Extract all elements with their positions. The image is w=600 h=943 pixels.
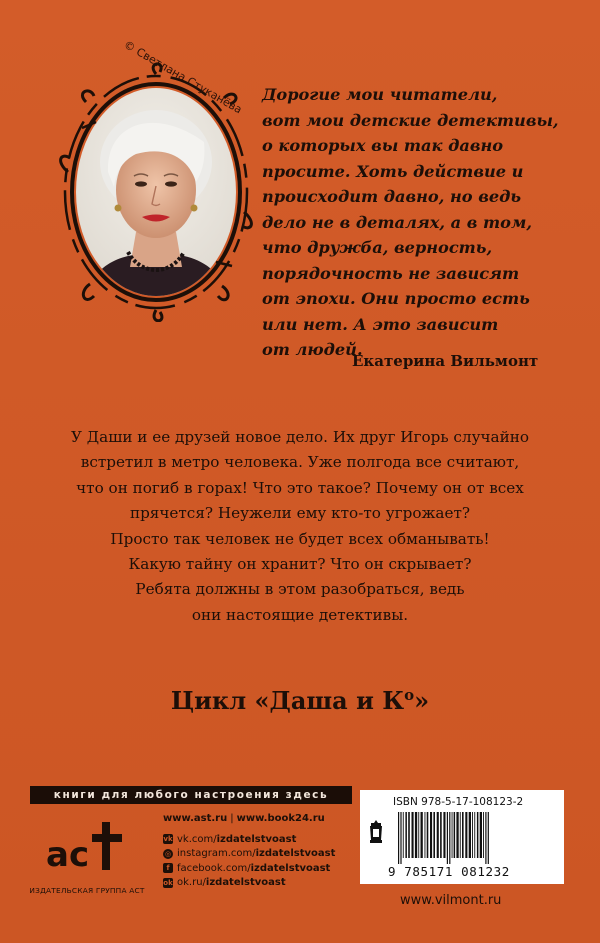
- social-link-row[interactable]: [163, 847, 335, 862]
- author-quote: [262, 82, 562, 363]
- ast-logo-icon: [44, 814, 128, 878]
- barcode-bar: [447, 812, 448, 864]
- book-description: [0, 425, 600, 628]
- barcode-bar: [398, 812, 399, 864]
- barcode-bar: [400, 812, 401, 864]
- barcode-bar: [430, 812, 432, 858]
- barcode-panel: [360, 790, 564, 884]
- site-link-ast[interactable]: www.ast.ru: [163, 813, 228, 824]
- photo-copyright: © Светлана Стуканёва: [121, 38, 245, 117]
- barcode-bar: [433, 812, 435, 858]
- description-line: Ребята должны в этом разобраться, ведь: [135, 580, 465, 599]
- barcode-bar: [437, 812, 439, 858]
- barcode-bar: [418, 812, 419, 858]
- site-link-book24[interactable]: www.book24.ru: [236, 813, 325, 824]
- barcode-bar: [421, 812, 423, 858]
- quote-line: просите. Хоть действие и: [262, 161, 524, 181]
- quote-line: от эпохи. Они просто есть: [262, 289, 530, 308]
- barcode-bar: [488, 812, 489, 864]
- lantern-icon: [368, 820, 384, 846]
- logo-text: ас: [46, 835, 90, 875]
- barcode-bar: [474, 812, 475, 858]
- quote-line: порядочность не зависят: [262, 263, 520, 283]
- barcode-bar: [405, 812, 407, 858]
- publisher-sites: [163, 813, 325, 824]
- instagram-icon: ◎: [164, 849, 172, 858]
- sites-separator: |: [230, 813, 234, 824]
- ok-icon: ok: [163, 878, 173, 887]
- barcode-bar: [460, 812, 461, 858]
- barcode-bar: [456, 812, 458, 858]
- social-link-handle: izdatelstvoast: [216, 833, 297, 845]
- social-link-handle: izdatelstvoast: [205, 877, 286, 889]
- description-line: прячется? Неужели ему кто-то угрожает?: [129, 504, 471, 523]
- barcode-bar: [449, 812, 450, 864]
- author-site-url[interactable]: www.vilmont.ru: [400, 893, 502, 908]
- quote-line: происходит давно, но ведь: [262, 187, 522, 206]
- description-line: Какую тайну он хранит? Что он скрывает?: [128, 555, 472, 574]
- barcode-bar: [403, 812, 404, 858]
- barcode-bar: [425, 812, 426, 858]
- barcode-bar: [465, 812, 467, 858]
- series-title-prefix: Цикл «Даша и К: [170, 686, 405, 715]
- quote-line: вот мои детские детективы,: [262, 110, 559, 130]
- vk-icon: vk: [163, 835, 173, 844]
- barcode-bar: [440, 812, 442, 858]
- social-link-row[interactable]: [163, 861, 335, 876]
- barcode-bar: [454, 812, 456, 858]
- description-line: Просто так человек не будет всех обманывать!: [110, 529, 490, 548]
- publisher-banner: книги для любого настроения здесь: [30, 786, 352, 804]
- barcode-bar: [415, 812, 417, 858]
- social-link-prefix: facebook.com/: [177, 862, 251, 874]
- social-link-row[interactable]: [163, 876, 335, 891]
- barcode-bars: [396, 812, 546, 864]
- barcode-bar: [480, 812, 482, 858]
- social-link-prefix: instagram.com/: [177, 848, 256, 860]
- barcode-bar: [408, 812, 410, 858]
- quote-author: Екатерина Вильмонт: [352, 352, 539, 370]
- quote-line: или нет. А это зависит: [262, 314, 499, 334]
- barcode-digits: 9 785171 081232: [388, 864, 510, 879]
- barcode-bar: [472, 812, 473, 858]
- quote-line: о которых вы так давно: [262, 136, 504, 155]
- series-title-superscript: о: [404, 686, 415, 704]
- quote-line: Дорогие мои читатели,: [262, 85, 498, 104]
- barcode-bar: [412, 812, 414, 858]
- barcode-bar: [452, 812, 453, 858]
- quote-line: дело не в деталях, а в том,: [262, 212, 533, 232]
- social-link-handle: izdatelstvoast: [250, 862, 331, 874]
- barcode-bar: [443, 812, 445, 858]
- barcode-bar: [427, 812, 429, 858]
- barcode-bar: [469, 812, 471, 858]
- quote-line: от людей.: [262, 340, 363, 359]
- social-links: [163, 832, 335, 890]
- description-line: У Даши и ее друзей новое дело. Их друг Игорь случайно: [71, 428, 529, 446]
- publisher-group-name: ИЗДАТЕЛЬСКАЯ ГРУППА АСТ: [29, 886, 145, 895]
- isbn-number: ISBN 978-5-17-108123-2: [393, 796, 524, 808]
- description-line: что он погиб в горах! Что это такое? Почему он от всех: [76, 478, 524, 497]
- social-link-handle: izdatelstvoast: [255, 848, 336, 860]
- barcode-bar: [483, 812, 484, 858]
- description-line: они настоящие детективы.: [191, 605, 409, 624]
- social-link-prefix: vk.com/: [177, 833, 217, 845]
- quote-line: что дружба, верность,: [262, 238, 493, 257]
- social-link-row[interactable]: [163, 832, 335, 847]
- barcode-bar: [485, 812, 486, 864]
- publisher-logo: [44, 814, 128, 878]
- series-title-suffix: »: [414, 686, 430, 715]
- barcode-bar: [462, 812, 464, 858]
- description-line: встретил в метро человека. Уже полгода все считают,: [80, 453, 520, 472]
- barcode-bar: [477, 812, 479, 858]
- facebook-icon: f: [163, 863, 173, 873]
- series-title: [0, 686, 600, 715]
- social-link-prefix: ok.ru/: [177, 877, 206, 889]
